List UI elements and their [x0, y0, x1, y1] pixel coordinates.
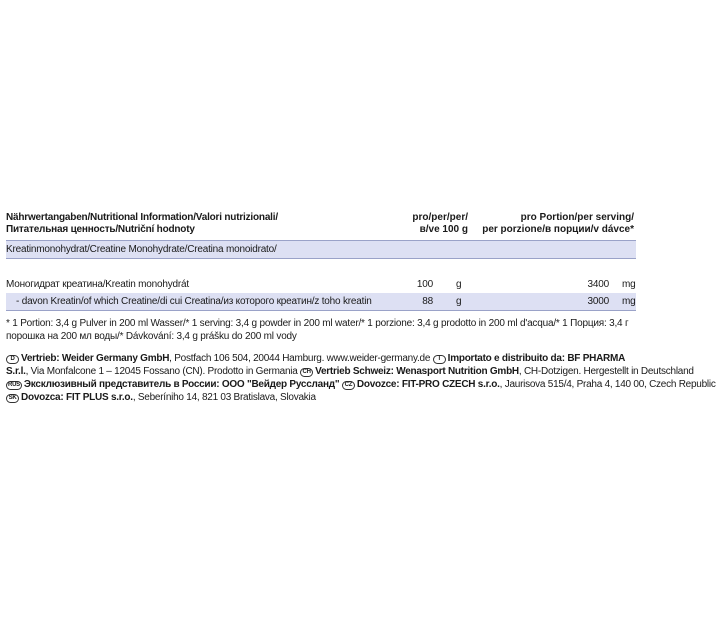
header-label-line1: Nährwertangaben/Nutritional Information/Valori nutrizionali/	[6, 212, 278, 223]
table-row	[6, 276, 636, 293]
row-value-serving: 3000	[587, 296, 609, 307]
row-unit-serving: mg	[622, 296, 636, 307]
legal-line	[6, 378, 716, 391]
country-code-badge: CZ	[342, 381, 355, 390]
legal-bold: S.r.l.	[6, 366, 26, 377]
legal-bold: Эксклюзивный представитель в России: ООО "Вейдер Руссланд"	[23, 379, 340, 390]
legal-text: , Seberíniho 14, 821 03 Bratislava, Slovakia	[132, 392, 316, 403]
distributor-info	[6, 352, 716, 404]
header-per-serving-line1: pro Portion/per serving/	[520, 212, 634, 223]
row-unit-100g: g	[456, 296, 462, 307]
header-per-100g-line2: в/ve 100 g	[419, 224, 468, 235]
legal-line	[6, 365, 694, 378]
section-title-row	[6, 241, 636, 258]
row-name: Моногидрат креатина/Kreatin monohydrát	[6, 279, 189, 290]
legal-bold: Importato e distribuito da: BF PHARMA	[447, 353, 626, 364]
header-per-serving-line2: per porzione/в порции/v dávce*	[482, 224, 634, 235]
nutrition-document	[6, 210, 716, 404]
legal-text: , Jaurisova 515/4, Praha 4, 140 00, Czech Republic	[499, 379, 716, 390]
legal-bold: Vertrieb: Weider Germany GmbH	[21, 353, 170, 364]
legal-text: , Postfach 106 504, 20044 Hamburg. www.weider-germany.de	[169, 353, 431, 364]
header-per-100g	[394, 212, 468, 236]
serving-footnote: * 1 Portion: 3,4 g Pulver in 200 ml Wasser/* 1 serving: 3,4 g powder in 200 ml water/* 1 porzione: 3,4 g prodotto in 200 ml d'acqua/* 1 Порция: 3,4 г порошка на 200 мл воды/* Dávkování: 3,4 g prášku do 200 ml vody	[6, 318, 629, 342]
country-code-badge: I	[433, 355, 446, 364]
legal-text: , Via Monfalcone 1 – 12045 Fossano (CN). Prodotto in Germania	[25, 366, 298, 377]
country-code-badge: CH	[300, 368, 313, 377]
header-label-line2: Питательная ценность/Nutriční hodnoty	[6, 224, 195, 235]
legal-text: , CH-Dotzigen. Hergestellt in Deutschland	[518, 366, 694, 377]
legal-line	[6, 352, 634, 365]
table-bottom-rule	[6, 310, 636, 311]
header-per-100g-line1: pro/per/per/	[412, 212, 468, 223]
section-title: Kreatinmonohydrat/Creatine Monohydrate/Creatina monoidrato/	[6, 244, 277, 255]
row-unit-serving: mg	[622, 279, 636, 290]
country-code-badge: SK	[6, 394, 19, 403]
row-name: - davon Kreatin/of which Creatine/di cui Creatina/из которого креатин/z toho kreatin	[16, 296, 372, 307]
country-code-badge: RUS	[8, 382, 20, 388]
table-header	[6, 210, 636, 240]
legal-bold: Dovozca: FIT PLUS s.r.o.	[21, 392, 133, 403]
header-label	[6, 212, 278, 236]
row-value-100g: 88	[422, 296, 433, 307]
row-unit-100g: g	[456, 279, 462, 290]
legal-line	[6, 391, 634, 404]
legal-bold: Dovozce: FIT-PRO CZECH s.r.o.	[356, 379, 500, 390]
header-per-serving	[482, 212, 634, 236]
legal-bold: Vertrieb Schweiz: Wenasport Nutrition GmbH	[315, 366, 519, 377]
row-spacer	[6, 259, 636, 276]
row-value-100g: 100	[416, 279, 433, 290]
table-row	[6, 293, 636, 310]
row-value-serving: 3400	[587, 279, 609, 290]
country-code-badge: D	[6, 355, 19, 364]
